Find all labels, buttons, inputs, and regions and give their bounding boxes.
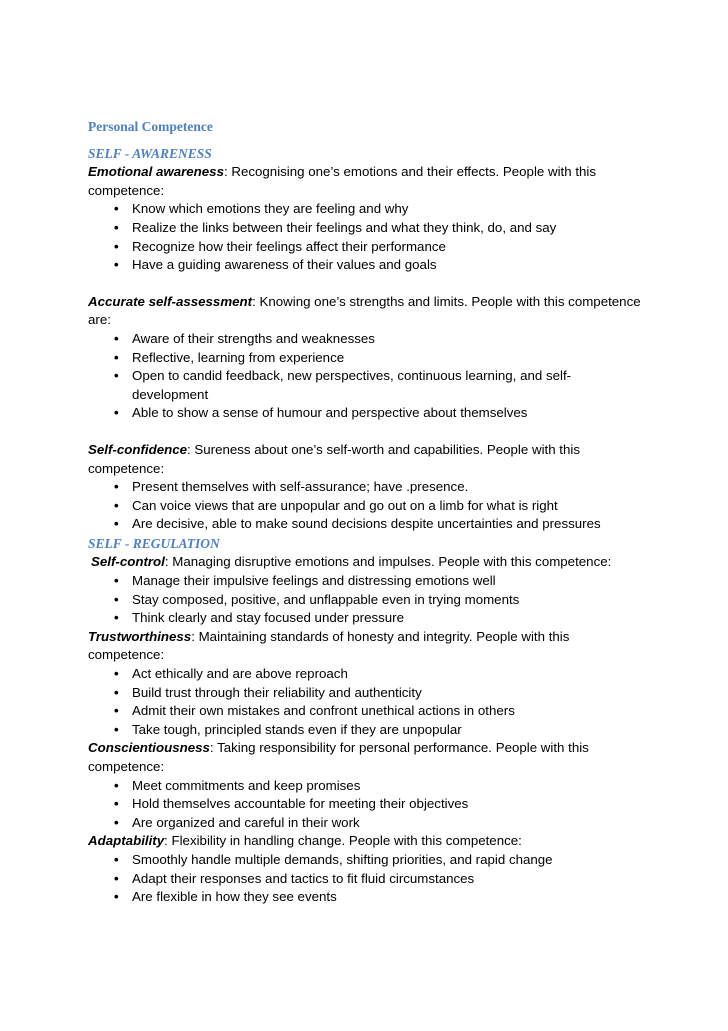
term-description: : Maintaining standards of honesty and integrity. People with this competence: <box>88 628 570 663</box>
block-intro <box>88 832 648 851</box>
block-accurate-self-assessment <box>88 293 648 423</box>
list-item: • Think clearly and stay focused under pressure <box>88 609 648 628</box>
list-item: • Able to show a sense of humour and perspective about themselves <box>88 404 648 423</box>
term: Self-confidence <box>88 441 188 457</box>
term-description: : Knowing one’s strengths and limits. People with this competence are: <box>88 293 641 328</box>
list-item: • Manage their impulsive feelings and distressing emotions well <box>88 572 648 591</box>
list-item: • Build trust through their reliability and authenticity <box>88 684 648 703</box>
term: Trustworthiness <box>88 628 192 644</box>
block-intro <box>88 293 648 330</box>
list-item: • Reflective, learning from experience <box>88 349 648 368</box>
list-item: • Stay composed, positive, and unflappable even in trying moments <box>88 591 648 610</box>
block-self-confidence <box>88 441 648 534</box>
section-heading-self-awareness: SELF - AWARENESS <box>88 145 212 161</box>
list-item: • Hold themselves accountable for meeting their objectives <box>88 795 648 814</box>
document-title: Personal Competence <box>88 119 213 134</box>
block-intro <box>88 441 648 478</box>
list-item: • Smoothly handle multiple demands, shifting priorities, and rapid change <box>88 851 648 870</box>
block-intro <box>88 739 648 776</box>
term-description: : Taking responsibility for personal performance. People with this competence: <box>88 740 589 774</box>
list-item: • Can voice views that are unpopular and go out on a limb for what is right <box>88 497 648 516</box>
bullet-list <box>88 777 648 833</box>
list-item: • Take tough, principled stands even if they are unpopular <box>88 721 648 740</box>
block-adaptability <box>88 832 648 906</box>
block-intro <box>88 628 648 665</box>
section-heading-self-regulation: SELF - REGULATION <box>88 535 220 551</box>
block-intro <box>88 163 648 200</box>
list-item: • Adapt their responses and tactics to fit fluid circumstances <box>88 870 648 889</box>
list-item: • Open to candid feedback, new perspectives, continuous learning, and self-development <box>88 367 648 404</box>
term-description: : Managing disruptive emotions and impulses. People with this competence: <box>164 554 612 570</box>
term-description: : Flexibility in handling change. People with this competence: <box>164 833 522 849</box>
list-item: • Are flexible in how they see events <box>88 888 648 907</box>
list-item: • Present themselves with self-assurance; have .presence. <box>88 478 648 497</box>
block-trustworthiness <box>88 628 648 740</box>
list-item: • Have a guiding awareness of their values and goals <box>88 256 648 275</box>
term: Self-control <box>91 554 165 570</box>
term-description: : Recognising one’s emotions and their effects. People with this competence: <box>88 164 597 198</box>
list-item: • Act ethically and are above reproach <box>88 665 648 684</box>
block-intro <box>88 553 648 572</box>
term: Emotional awareness <box>88 164 224 180</box>
list-item: • Aware of their strengths and weaknesses <box>88 330 648 349</box>
block-emotional-awareness <box>88 163 648 275</box>
term: Conscientiousness <box>88 740 210 756</box>
term: Adaptability <box>88 833 165 849</box>
paragraph-gap <box>88 423 648 441</box>
list-item: • Are decisive, able to make sound decisions despite uncertainties and pressures <box>88 515 648 534</box>
list-item: • Are organized and careful in their work <box>88 814 648 833</box>
block-self-control <box>88 553 648 627</box>
bullet-list <box>88 851 648 907</box>
bullet-list <box>88 330 648 423</box>
paragraph-gap <box>88 275 648 293</box>
block-conscientiousness <box>88 739 648 832</box>
list-item: • Recognize how their feelings affect their performance <box>88 238 648 257</box>
bullet-list <box>88 200 648 274</box>
bullet-list <box>88 572 648 628</box>
bullet-list <box>88 665 648 739</box>
list-item: • Realize the links between their feelings and what they think, do, and say <box>88 219 648 238</box>
term: Accurate self-assessment <box>88 293 253 309</box>
list-item: • Meet commitments and keep promises <box>88 777 648 796</box>
list-item: • Know which emotions they are feeling and why <box>88 200 648 219</box>
document-page <box>88 118 648 907</box>
list-item: • Admit their own mistakes and confront unethical actions in others <box>88 702 648 721</box>
bullet-list <box>88 478 648 534</box>
term-description: : Sureness about one’s self-worth and capabilities. People with this competence: <box>88 441 580 476</box>
